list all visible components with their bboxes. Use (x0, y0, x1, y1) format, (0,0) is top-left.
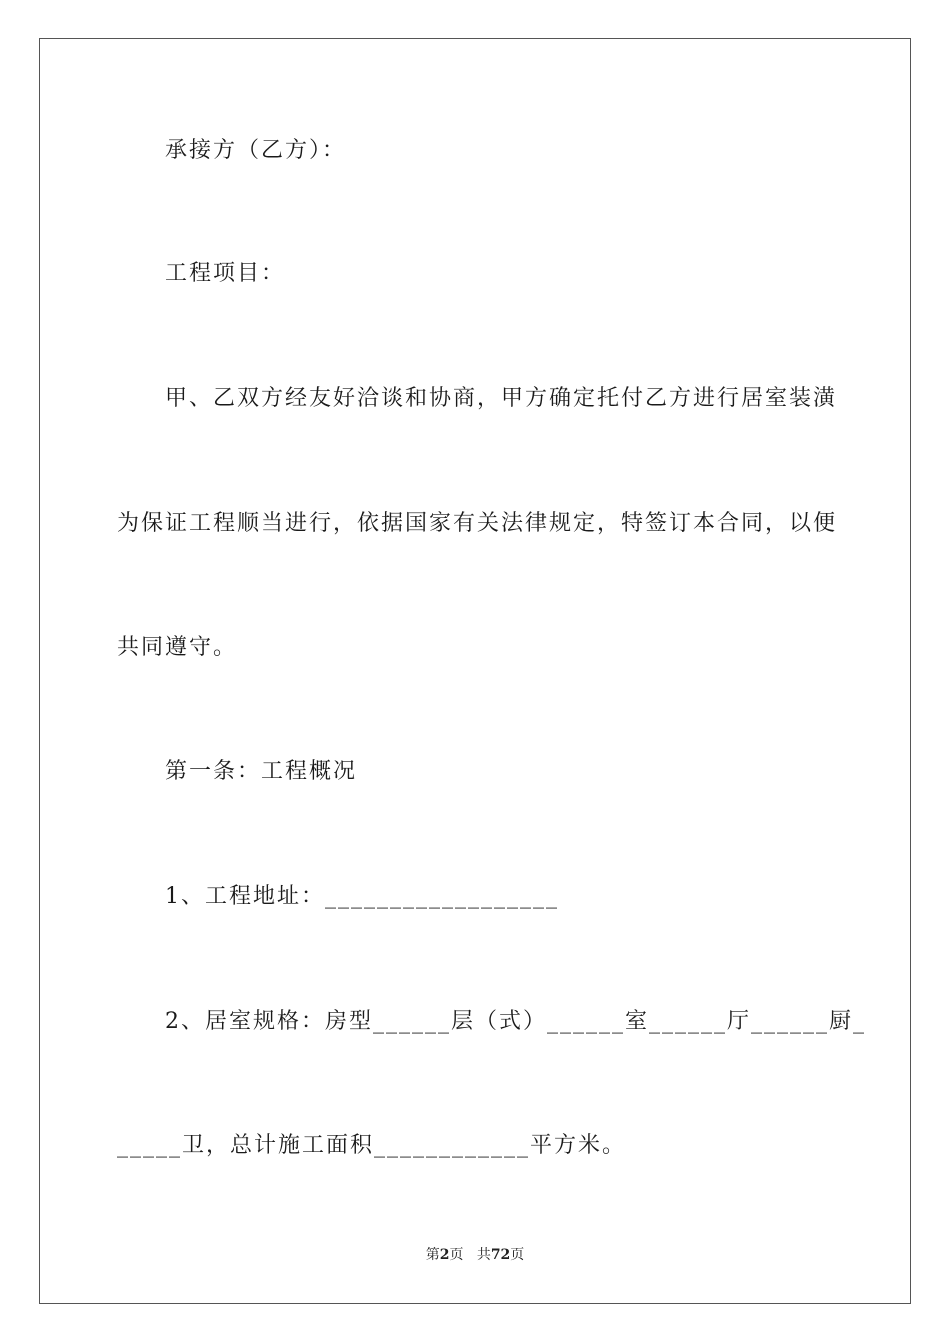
page-footer (0, 1245, 950, 1265)
page-total: 72 (490, 1247, 511, 1263)
room-spec-line: 2、居室规格：房型______层（式）______室______厅______厨_ (165, 1009, 866, 1034)
article-one-heading: 第一条：工程概况 (165, 759, 358, 784)
paragraph-line-3: 共同遵守。 (117, 635, 238, 660)
page-prefix: 第 (425, 1247, 440, 1263)
area-line: _____卫，总计施工面积____________平方米。 (117, 1133, 627, 1158)
page-frame (39, 38, 911, 1304)
project-line: 工程项目： (165, 261, 286, 286)
page-current: 2 (439, 1247, 450, 1263)
total-suffix: 页 (510, 1247, 525, 1263)
paragraph-line-2: 为保证工程顺当进行，依据国家有关法律规定，特签订本合同，以便 (117, 511, 838, 536)
contractor-line: 承接方（乙方）： (165, 138, 347, 163)
project-address-line: 1、工程地址：__________________ (165, 884, 559, 909)
page-suffix: 页 (449, 1247, 464, 1263)
total-prefix: 共 (476, 1247, 491, 1263)
paragraph-line-1: 甲、乙双方经友好洽谈和协商，甲方确定托付乙方进行居室装潢 (165, 386, 838, 411)
